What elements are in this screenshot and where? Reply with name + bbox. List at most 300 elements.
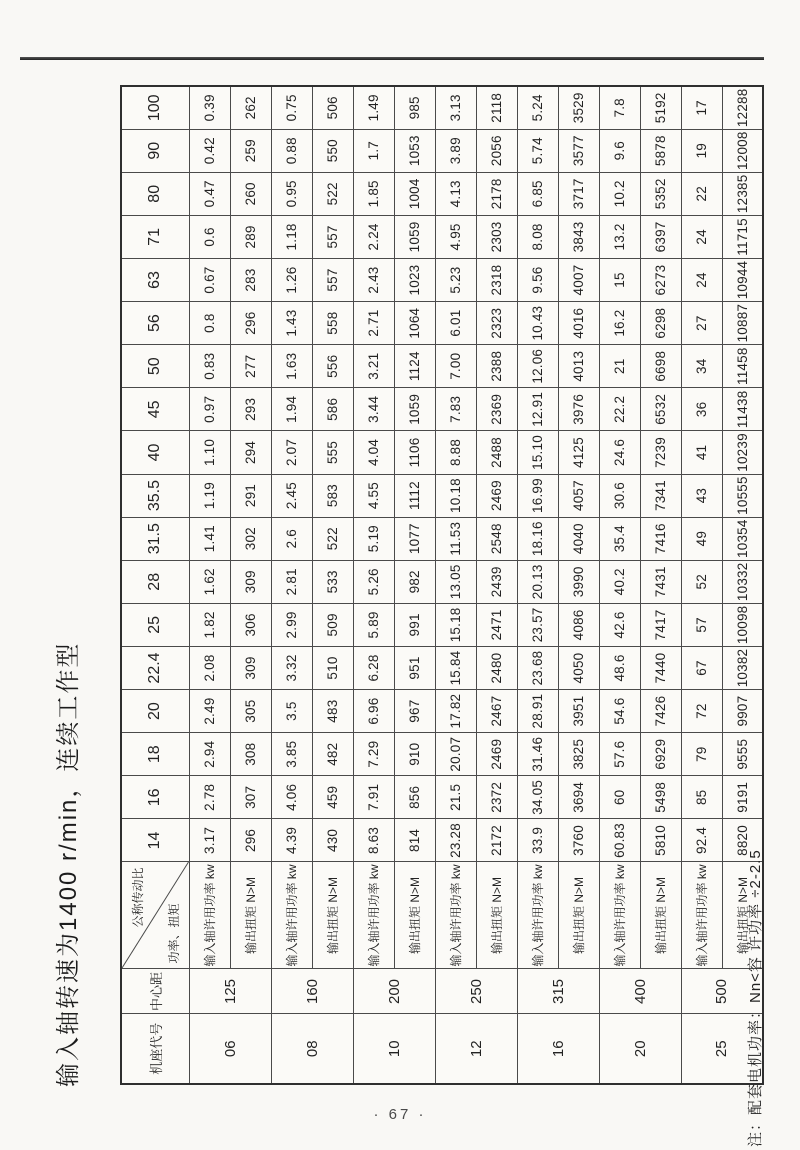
power-value-cell: 1.41: [189, 517, 230, 560]
power-value-cell: 2.24: [353, 215, 394, 258]
power-value-cell: 21: [599, 345, 640, 388]
power-value-cell: 67: [681, 646, 722, 689]
power-value-cell: 42.6: [599, 603, 640, 646]
power-value-cell: 1.63: [271, 345, 312, 388]
torque-value-cell: 2318: [476, 258, 517, 301]
power-value-cell: 28.91: [517, 690, 558, 733]
power-value-cell: 49: [681, 517, 722, 560]
frame-code-cell: 25: [681, 1014, 763, 1084]
torque-value-cell: 2372: [476, 776, 517, 819]
torque-value-cell: 302: [230, 517, 271, 560]
torque-value-cell: 506: [312, 86, 353, 129]
torque-value-cell: 7431: [640, 560, 681, 603]
power-value-cell: 1.10: [189, 431, 230, 474]
torque-value-cell: 4057: [558, 474, 599, 517]
power-row-label-cell: 输入轴许用功率 kw: [599, 862, 640, 969]
torque-value-cell: 1106: [394, 431, 435, 474]
power-value-cell: 12.91: [517, 388, 558, 431]
power-value-cell: 12.06: [517, 345, 558, 388]
torque-value-cell: 3976: [558, 388, 599, 431]
torque-value-cell: 2488: [476, 431, 517, 474]
power-value-cell: 35.4: [599, 517, 640, 560]
torque-value-cell: 10239: [722, 431, 763, 474]
power-value-cell: 9.56: [517, 258, 558, 301]
power-value-cell: 2.45: [271, 474, 312, 517]
power-value-cell: 92.4: [681, 819, 722, 862]
torque-value-cell: 7440: [640, 646, 681, 689]
torque-value-cell: 10098: [722, 603, 763, 646]
torque-value-cell: 985: [394, 86, 435, 129]
power-value-cell: 5.26: [353, 560, 394, 603]
ratio-header-cell: 20: [121, 690, 189, 733]
power-value-cell: 0.8: [189, 302, 230, 345]
torque-value-cell: 309: [230, 646, 271, 689]
ratio-header-cell: 25: [121, 603, 189, 646]
power-row: [599, 86, 640, 1084]
torque-row-label-cell: 输出扭矩 N>M: [230, 862, 271, 969]
ratio-header-row: [121, 86, 189, 1084]
torque-value-cell: 6698: [640, 345, 681, 388]
torque-value-cell: 307: [230, 776, 271, 819]
power-value-cell: 19: [681, 129, 722, 172]
torque-value-cell: 11458: [722, 345, 763, 388]
torque-row-label-cell: 输出扭矩 N>M: [640, 862, 681, 969]
torque-value-cell: 1112: [394, 474, 435, 517]
torque-row: [558, 86, 599, 1084]
corner-row-axis-label: 功率、扭矩: [166, 903, 181, 964]
power-value-cell: 16.99: [517, 474, 558, 517]
power-value-cell: 3.21: [353, 345, 394, 388]
torque-value-cell: 4050: [558, 646, 599, 689]
torque-value-cell: 586: [312, 388, 353, 431]
torque-value-cell: 3577: [558, 129, 599, 172]
torque-value-cell: 5352: [640, 172, 681, 215]
torque-value-cell: 10944: [722, 258, 763, 301]
torque-value-cell: 12385: [722, 172, 763, 215]
power-value-cell: 7.8: [599, 86, 640, 129]
power-row-label-cell: 输入轴许用功率 kw: [189, 862, 230, 969]
power-value-cell: 2.07: [271, 431, 312, 474]
power-value-cell: 1.82: [189, 603, 230, 646]
power-value-cell: 22: [681, 172, 722, 215]
torque-value-cell: 6273: [640, 258, 681, 301]
power-value-cell: 13.05: [435, 560, 476, 603]
power-row: [189, 86, 230, 1084]
center-distance-cell: 315: [517, 969, 599, 1014]
torque-value-cell: 5810: [640, 819, 681, 862]
frame-code-cell: 20: [599, 1014, 681, 1084]
power-value-cell: 7.83: [435, 388, 476, 431]
page-title: 输入轴转速为1400 r/min，连续工作型: [55, 641, 82, 1087]
torque-row-label-cell: 输出扭矩 N>M: [476, 862, 517, 969]
torque-value-cell: 9191: [722, 776, 763, 819]
center-distance-cell: 250: [435, 969, 517, 1014]
power-value-cell: 0.75: [271, 86, 312, 129]
torque-value-cell: 3760: [558, 819, 599, 862]
torque-value-cell: 5878: [640, 129, 681, 172]
center-distance-cell: 125: [189, 969, 271, 1014]
torque-value-cell: 910: [394, 733, 435, 776]
power-value-cell: 16.2: [599, 302, 640, 345]
power-value-cell: 1.85: [353, 172, 394, 215]
torque-row-label-cell: 输出扭矩 N>M: [394, 862, 435, 969]
power-value-cell: 30.6: [599, 474, 640, 517]
power-value-cell: 17: [681, 86, 722, 129]
power-value-cell: 0.42: [189, 129, 230, 172]
torque-row: [476, 86, 517, 1084]
torque-value-cell: 3951: [558, 690, 599, 733]
power-value-cell: 11.53: [435, 517, 476, 560]
torque-value-cell: 10382: [722, 646, 763, 689]
torque-value-cell: 510: [312, 646, 353, 689]
torque-value-cell: 289: [230, 215, 271, 258]
torque-value-cell: 6532: [640, 388, 681, 431]
power-value-cell: 17.82: [435, 690, 476, 733]
power-value-cell: 40.2: [599, 560, 640, 603]
torque-value-cell: 7426: [640, 690, 681, 733]
power-row-label-cell: 输入轴许用功率 kw: [271, 862, 312, 969]
power-value-cell: 1.7: [353, 129, 394, 172]
torque-value-cell: 6298: [640, 302, 681, 345]
torque-value-cell: 4016: [558, 302, 599, 345]
torque-value-cell: 1124: [394, 345, 435, 388]
torque-value-cell: 5192: [640, 86, 681, 129]
power-value-cell: 10.2: [599, 172, 640, 215]
power-value-cell: 6.01: [435, 302, 476, 345]
torque-value-cell: 12008: [722, 129, 763, 172]
torque-value-cell: 4013: [558, 345, 599, 388]
center-distance-cell: 160: [271, 969, 353, 1014]
power-value-cell: 15.10: [517, 431, 558, 474]
center-distance-header-cell: 中心距: [121, 969, 189, 1014]
power-value-cell: 60.83: [599, 819, 640, 862]
power-value-cell: 0.95: [271, 172, 312, 215]
spec-table: [120, 85, 764, 1085]
torque-value-cell: 3843: [558, 215, 599, 258]
power-value-cell: 0.88: [271, 129, 312, 172]
power-value-cell: 7.91: [353, 776, 394, 819]
torque-value-cell: 2467: [476, 690, 517, 733]
torque-value-cell: 296: [230, 819, 271, 862]
power-value-cell: 48.6: [599, 646, 640, 689]
power-value-cell: 15: [599, 258, 640, 301]
power-value-cell: 0.47: [189, 172, 230, 215]
ratio-header-cell: 22.4: [121, 646, 189, 689]
torque-value-cell: 555: [312, 431, 353, 474]
torque-value-cell: 6397: [640, 215, 681, 258]
power-value-cell: 0.39: [189, 86, 230, 129]
torque-value-cell: 11715: [722, 215, 763, 258]
torque-value-cell: 2471: [476, 603, 517, 646]
power-value-cell: 4.55: [353, 474, 394, 517]
torque-value-cell: 557: [312, 215, 353, 258]
power-value-cell: 21.5: [435, 776, 476, 819]
torque-value-cell: 1077: [394, 517, 435, 560]
power-value-cell: 0.83: [189, 345, 230, 388]
torque-value-cell: 7417: [640, 603, 681, 646]
torque-row: [640, 86, 681, 1084]
power-value-cell: 1.49: [353, 86, 394, 129]
torque-value-cell: 2172: [476, 819, 517, 862]
power-value-cell: 33.9: [517, 819, 558, 862]
center-distance-cell: 200: [353, 969, 435, 1014]
torque-value-cell: 4040: [558, 517, 599, 560]
torque-row-label-cell: 输出扭矩 N>M: [722, 862, 763, 969]
power-value-cell: 3.89: [435, 129, 476, 172]
power-value-cell: 4.13: [435, 172, 476, 215]
torque-value-cell: 1064: [394, 302, 435, 345]
ratio-header-cell: 40: [121, 431, 189, 474]
ratio-header-cell: 45: [121, 388, 189, 431]
power-value-cell: 5.19: [353, 517, 394, 560]
torque-value-cell: 12288: [722, 86, 763, 129]
torque-value-cell: 2469: [476, 733, 517, 776]
power-row: [681, 86, 722, 1084]
torque-value-cell: 951: [394, 646, 435, 689]
torque-value-cell: 2369: [476, 388, 517, 431]
power-value-cell: 2.43: [353, 258, 394, 301]
torque-value-cell: 3717: [558, 172, 599, 215]
torque-value-cell: 2178: [476, 172, 517, 215]
power-value-cell: 23.68: [517, 646, 558, 689]
power-value-cell: 8.88: [435, 431, 476, 474]
ratio-header-cell: 28: [121, 560, 189, 603]
power-value-cell: 4.06: [271, 776, 312, 819]
ratio-header-cell: 31.5: [121, 517, 189, 560]
power-value-cell: 72: [681, 690, 722, 733]
power-value-cell: 5.23: [435, 258, 476, 301]
torque-value-cell: 3529: [558, 86, 599, 129]
torque-value-cell: 11438: [722, 388, 763, 431]
torque-value-cell: 4007: [558, 258, 599, 301]
power-value-cell: 57.6: [599, 733, 640, 776]
torque-value-cell: 459: [312, 776, 353, 819]
power-value-cell: 10.43: [517, 302, 558, 345]
torque-value-cell: 7239: [640, 431, 681, 474]
power-value-cell: 2.6: [271, 517, 312, 560]
power-value-cell: 2.08: [189, 646, 230, 689]
torque-value-cell: 556: [312, 345, 353, 388]
power-row-label-cell: 输入轴许用功率 kw: [435, 862, 476, 969]
power-value-cell: 36: [681, 388, 722, 431]
torque-value-cell: 5498: [640, 776, 681, 819]
power-value-cell: 2.94: [189, 733, 230, 776]
power-value-cell: 10.18: [435, 474, 476, 517]
torque-value-cell: 293: [230, 388, 271, 431]
spec-table-holder: [120, 85, 764, 1085]
power-value-cell: 6.96: [353, 690, 394, 733]
power-value-cell: 2.49: [189, 690, 230, 733]
frame-code-cell: 12: [435, 1014, 517, 1084]
torque-value-cell: 7341: [640, 474, 681, 517]
power-value-cell: 20.13: [517, 560, 558, 603]
power-value-cell: 24: [681, 215, 722, 258]
torque-value-cell: 9555: [722, 733, 763, 776]
power-value-cell: 27: [681, 302, 722, 345]
power-value-cell: 9.6: [599, 129, 640, 172]
power-value-cell: 7.00: [435, 345, 476, 388]
power-value-cell: 8.08: [517, 215, 558, 258]
torque-value-cell: 2118: [476, 86, 517, 129]
power-value-cell: 23.57: [517, 603, 558, 646]
torque-row: [230, 86, 271, 1084]
power-value-cell: 6.28: [353, 646, 394, 689]
power-value-cell: 1.18: [271, 215, 312, 258]
power-value-cell: 3.85: [271, 733, 312, 776]
torque-value-cell: 10887: [722, 302, 763, 345]
power-value-cell: 5.74: [517, 129, 558, 172]
power-value-cell: 41: [681, 431, 722, 474]
power-value-cell: 15.84: [435, 646, 476, 689]
power-value-cell: 1.43: [271, 302, 312, 345]
ratio-header-cell: 35.5: [121, 474, 189, 517]
torque-value-cell: 482: [312, 733, 353, 776]
power-value-cell: 8.63: [353, 819, 394, 862]
torque-value-cell: 982: [394, 560, 435, 603]
power-value-cell: 2.78: [189, 776, 230, 819]
ratio-header-cell: 71: [121, 215, 189, 258]
power-value-cell: 5.24: [517, 86, 558, 129]
torque-value-cell: 294: [230, 431, 271, 474]
power-value-cell: 3.32: [271, 646, 312, 689]
power-value-cell: 24.6: [599, 431, 640, 474]
torque-value-cell: 557: [312, 258, 353, 301]
ratio-header-cell: 14: [121, 819, 189, 862]
power-value-cell: 18.16: [517, 517, 558, 560]
torque-value-cell: 2548: [476, 517, 517, 560]
torque-row-label-cell: 输出扭矩 N>M: [312, 862, 353, 969]
power-value-cell: 57: [681, 603, 722, 646]
ratio-header-cell: 18: [121, 733, 189, 776]
power-value-cell: 23.28: [435, 819, 476, 862]
power-value-cell: 2.81: [271, 560, 312, 603]
torque-value-cell: 277: [230, 345, 271, 388]
power-row: [435, 86, 476, 1084]
torque-value-cell: 10332: [722, 560, 763, 603]
power-value-cell: 22.2: [599, 388, 640, 431]
torque-value-cell: 8820: [722, 819, 763, 862]
power-value-cell: 4.39: [271, 819, 312, 862]
power-row: [271, 86, 312, 1084]
torque-value-cell: 583: [312, 474, 353, 517]
torque-value-cell: 522: [312, 517, 353, 560]
torque-value-cell: 305: [230, 690, 271, 733]
torque-value-cell: 1053: [394, 129, 435, 172]
ratio-header-cell: 90: [121, 129, 189, 172]
diagonal-corner-cell: [121, 862, 189, 969]
frame-code-header-cell: 机座代号: [121, 1014, 189, 1084]
power-value-cell: 0.67: [189, 258, 230, 301]
center-distance-cell: 400: [599, 969, 681, 1014]
power-value-cell: 20.07: [435, 733, 476, 776]
power-value-cell: 43: [681, 474, 722, 517]
power-value-cell: 24: [681, 258, 722, 301]
torque-value-cell: 262: [230, 86, 271, 129]
power-row-label-cell: 输入轴许用功率 kw: [517, 862, 558, 969]
power-value-cell: 4.95: [435, 215, 476, 258]
power-row-label-cell: 输入轴许用功率 kw: [353, 862, 394, 969]
power-value-cell: 1.26: [271, 258, 312, 301]
ratio-header-cell: 16: [121, 776, 189, 819]
power-value-cell: 31.46: [517, 733, 558, 776]
torque-value-cell: 1059: [394, 215, 435, 258]
power-value-cell: 1.62: [189, 560, 230, 603]
frame-code-cell: 08: [271, 1014, 353, 1084]
power-value-cell: 0.97: [189, 388, 230, 431]
power-row-label-cell: 输入轴许用功率 kw: [681, 862, 722, 969]
torque-value-cell: 260: [230, 172, 271, 215]
torque-value-cell: 2323: [476, 302, 517, 345]
torque-row-label-cell: 输出扭矩 N>M: [558, 862, 599, 969]
torque-value-cell: 856: [394, 776, 435, 819]
power-value-cell: 0.6: [189, 215, 230, 258]
torque-value-cell: 1059: [394, 388, 435, 431]
torque-row: [394, 86, 435, 1084]
power-value-cell: 2.99: [271, 603, 312, 646]
center-distance-cell: 500: [681, 969, 763, 1014]
torque-value-cell: 991: [394, 603, 435, 646]
torque-value-cell: 2056: [476, 129, 517, 172]
ratio-header-cell: 100: [121, 86, 189, 129]
power-value-cell: 3.5: [271, 690, 312, 733]
footnote: 注：配套电机功率：Nn<容 许功率 ÷2-2.5: [747, 849, 764, 1147]
torque-value-cell: 10354: [722, 517, 763, 560]
torque-value-cell: 306: [230, 603, 271, 646]
power-value-cell: 85: [681, 776, 722, 819]
power-value-cell: 60: [599, 776, 640, 819]
power-value-cell: 34: [681, 345, 722, 388]
torque-value-cell: 2439: [476, 560, 517, 603]
torque-value-cell: 3990: [558, 560, 599, 603]
power-value-cell: 2.71: [353, 302, 394, 345]
torque-value-cell: 967: [394, 690, 435, 733]
power-value-cell: 3.13: [435, 86, 476, 129]
power-value-cell: 3.17: [189, 819, 230, 862]
torque-value-cell: 3694: [558, 776, 599, 819]
power-value-cell: 15.18: [435, 603, 476, 646]
power-value-cell: 6.85: [517, 172, 558, 215]
ratio-header-cell: 80: [121, 172, 189, 215]
frame-code-cell: 06: [189, 1014, 271, 1084]
torque-value-cell: 3825: [558, 733, 599, 776]
power-value-cell: 4.04: [353, 431, 394, 474]
power-value-cell: 52: [681, 560, 722, 603]
torque-value-cell: 296: [230, 302, 271, 345]
torque-value-cell: 533: [312, 560, 353, 603]
torque-value-cell: 1004: [394, 172, 435, 215]
torque-value-cell: 291: [230, 474, 271, 517]
power-value-cell: 1.19: [189, 474, 230, 517]
torque-row: [312, 86, 353, 1084]
torque-value-cell: 550: [312, 129, 353, 172]
torque-value-cell: 430: [312, 819, 353, 862]
power-row: [353, 86, 394, 1084]
power-value-cell: 13.2: [599, 215, 640, 258]
torque-value-cell: 2480: [476, 646, 517, 689]
torque-value-cell: 283: [230, 258, 271, 301]
torque-value-cell: 2469: [476, 474, 517, 517]
ratio-header-cell: 63: [121, 258, 189, 301]
power-row: [517, 86, 558, 1084]
torque-value-cell: 4125: [558, 431, 599, 474]
torque-value-cell: 4086: [558, 603, 599, 646]
torque-value-cell: 259: [230, 129, 271, 172]
ratio-header-cell: 50: [121, 345, 189, 388]
corner-column-axis-label: 公称传动比: [131, 867, 145, 928]
torque-value-cell: 7416: [640, 517, 681, 560]
ratio-header-cell: 56: [121, 302, 189, 345]
torque-value-cell: 6929: [640, 733, 681, 776]
